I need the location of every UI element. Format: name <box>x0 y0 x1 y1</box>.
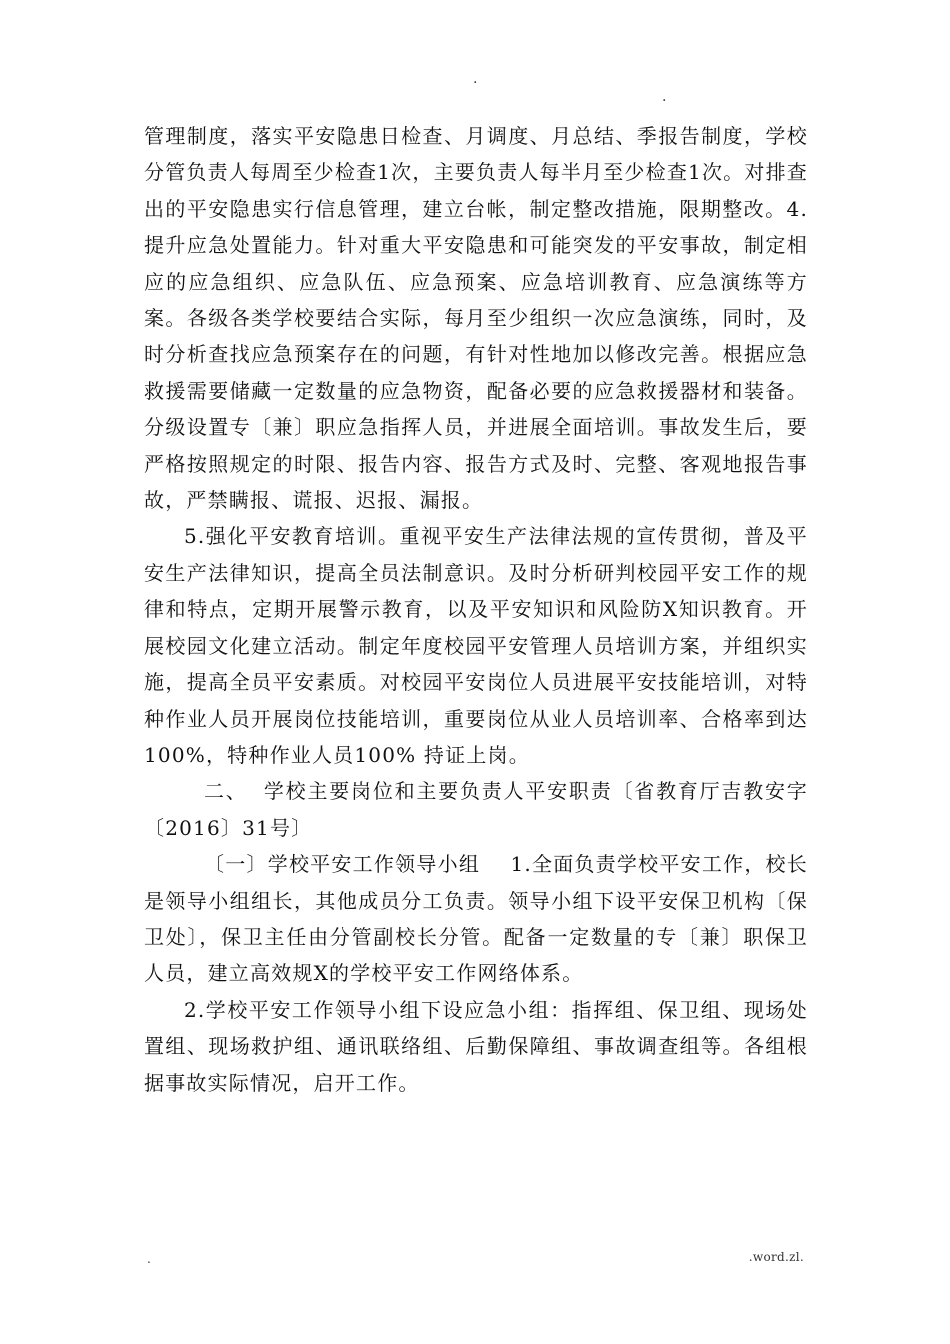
paragraph-safety-management: 管理制度，落实平安隐患日检查、月调度、月总结、季报告制度，学校分管负责人每周至少检查1次，主要负责人每半月至少检查1次。对排查出的平安隐患实行信息管理，建立台帐，制定整改措施，限期整改。4.提升应急处置能力。针对重大平安隐患和可能突发的平安事故，制定相应的应急组织、应急队伍、应急预案、应急培训教育、应急演练等方案。各级各类学校要结合实际，每月至少组织一次应急演练，同时，及时分析查找应急预案存在的问题，有针对性地加以修改完善。根据应急救援需要储藏一定数量的应急物资，配备必要的应急救援器材和装备。分级设置专〔兼〕职应急指挥人员，并进展全面培训。事故发生后，要严格按照规定的时限、报告内容、报告方式及时、完整、客观地报告事故，严禁瞒报、谎报、迟报、漏报。 <box>144 124 808 513</box>
footer-left-mark: . <box>147 1252 151 1266</box>
header-dot: . <box>473 71 478 87</box>
paragraph-leadership-group: 〔一〕学校平安工作领导小组 1.全面负责学校平安工作，校长是领导小组组长，其他成员分工负责。领导小组下设平安保卫机构〔保卫处〕，保卫主任由分管副校长分管。配备一定数量的专〔兼〕职保卫人员，建立高效规X的学校平安工作网络体系。 <box>144 852 808 986</box>
document-body <box>144 118 808 1101</box>
footer-watermark: .word.zl. <box>748 1250 804 1264</box>
paragraph-safety-training: 5.强化平安教育培训。重视平安生产法律法规的宣传贯彻，普及平安生产法律知识，提高全员法制意识。及时分析研判校园平安工作的规律和特点，定期开展警示教育，以及平安知识和风险防X知识教育。开展校园文化建立活动。制定年度校园平安管理人员培训方案，并组织实施，提高全员平安素质。对校园平安岗位人员进展平安技能培训，对特种作业人员开展岗位技能培训，重要岗位从业人员培训率、合格率到达100%，特种作业人员100% 持证上岗。 <box>144 524 808 767</box>
header-dot: . <box>662 89 667 105</box>
section-heading: 二、 学校主要岗位和主要负责人平安职责〔省教育厅吉教安字〔2016〕31号〕 <box>144 779 808 840</box>
paragraph-emergency-group: 2.学校平安工作领导小组下设应急小组：指挥组、保卫组、现场处置组、现场救护组、通讯联络组、后勤保障组、事故调查组等。各组根据事故实际情况，启开工作。 <box>144 997 808 1095</box>
